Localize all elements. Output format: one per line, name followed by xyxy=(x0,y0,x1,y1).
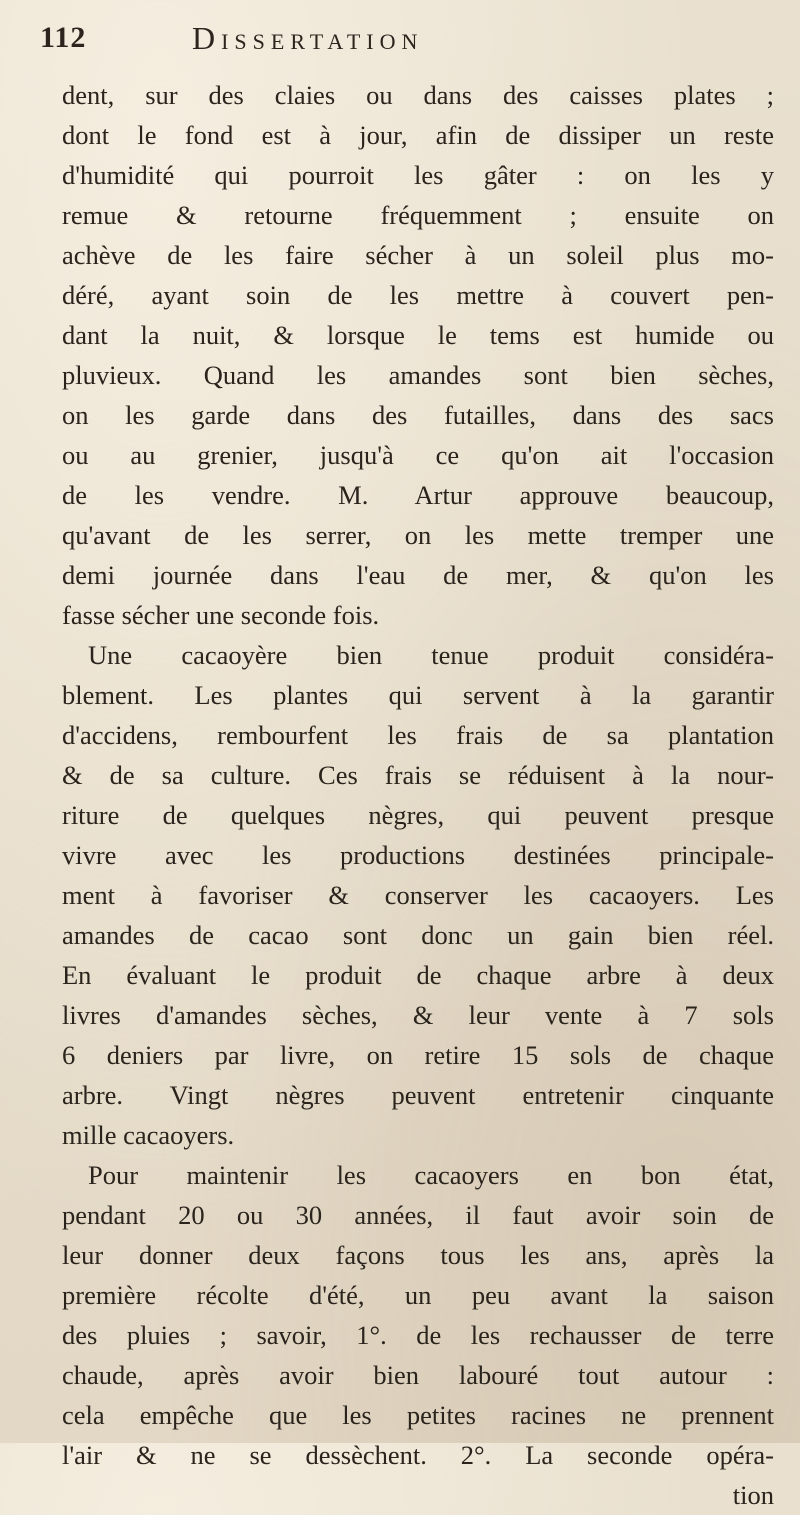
text-line: d'humidité qui pourroit les gâter : on les y xyxy=(62,160,774,190)
text-line: dent, sur des claies ou dans des caisses plates ; xyxy=(62,80,774,110)
text-line: demi journée dans l'eau de mer, & qu'on les xyxy=(62,560,774,590)
text-line: pluvieux. Quand les amandes sont bien sèches, xyxy=(62,360,774,390)
text-line: fasse sécher une seconde fois. xyxy=(62,600,380,630)
text-line: 6 deniers par livre, on retire 15 sols de chaque xyxy=(62,1040,774,1070)
text-line: de les vendre. M. Artur approuve beaucoup, xyxy=(62,480,774,510)
paragraph-start: Une cacaoyère bien tenue produit considéra- xyxy=(88,640,774,670)
text-line: on les garde dans des futailles, dans des sacs xyxy=(62,400,774,430)
text-line: En évaluant le produit de chaque arbre à deux xyxy=(62,960,774,990)
text-line: riture de quelques nègres, qui peuvent presque xyxy=(62,800,774,830)
text-line: & de sa culture. Ces frais se réduisent à la nour- xyxy=(62,760,774,790)
text-line: amandes de cacao sont donc un gain bien réel. xyxy=(62,920,774,950)
text-line: pendant 20 ou 30 années, il faut avoir soin de xyxy=(62,1200,774,1230)
text-line: mille cacaoyers. xyxy=(62,1120,235,1150)
catchword: tion xyxy=(732,1480,774,1510)
paragraph-start: Pour maintenir les cacaoyers en bon état, xyxy=(88,1160,774,1190)
text-line: cela empêche que les petites racines ne prennent xyxy=(62,1400,774,1430)
running-head xyxy=(32,14,768,62)
text-line: leur donner deux façons tous les ans, après la xyxy=(62,1240,774,1270)
text-line: remue & retourne fréquemment ; ensuite on xyxy=(62,200,774,230)
text-line: arbre. Vingt nègres peuvent entretenir cinquante xyxy=(62,1080,774,1110)
text-line: vivre avec les productions destinées principale- xyxy=(62,840,774,870)
text-line: ment à favoriser & conserver les cacaoyers. Les xyxy=(62,880,774,910)
text-line: chaude, après avoir bien labouré tout autour : xyxy=(62,1360,774,1390)
text-line: livres d'amandes sèches, & leur vente à 7 sols xyxy=(62,1000,774,1030)
text-line: dont le fond est à jour, afin de dissiper un reste xyxy=(62,120,774,150)
text-line: des pluies ; savoir, 1°. de les rechausser de terre xyxy=(62,1320,774,1350)
page-number: 112 xyxy=(40,21,87,54)
text-line: d'accidens, rembourfent les frais de sa plantation xyxy=(62,720,774,750)
text-line: dant la nuit, & lorsque le tems est humide ou xyxy=(62,320,774,350)
text-line: déré, ayant soin de les mettre à couvert pen- xyxy=(62,280,774,310)
text-line: ou au grenier, jusqu'à ce qu'on ait l'occasion xyxy=(62,440,774,470)
text-body xyxy=(62,75,774,1515)
text-line: blement. Les plantes qui servent à la garantir xyxy=(62,680,774,710)
text-line: première récolte d'été, un peu avant la saison xyxy=(62,1280,774,1310)
text-line: achève de les faire sécher à un soleil plus mo- xyxy=(62,240,774,270)
running-title: Dissertation xyxy=(192,19,424,56)
text-line: l'air & ne se dessèchent. 2°. La seconde opéra- xyxy=(62,1440,774,1470)
text-line: qu'avant de les serrer, on les mette tremper une xyxy=(62,520,774,550)
